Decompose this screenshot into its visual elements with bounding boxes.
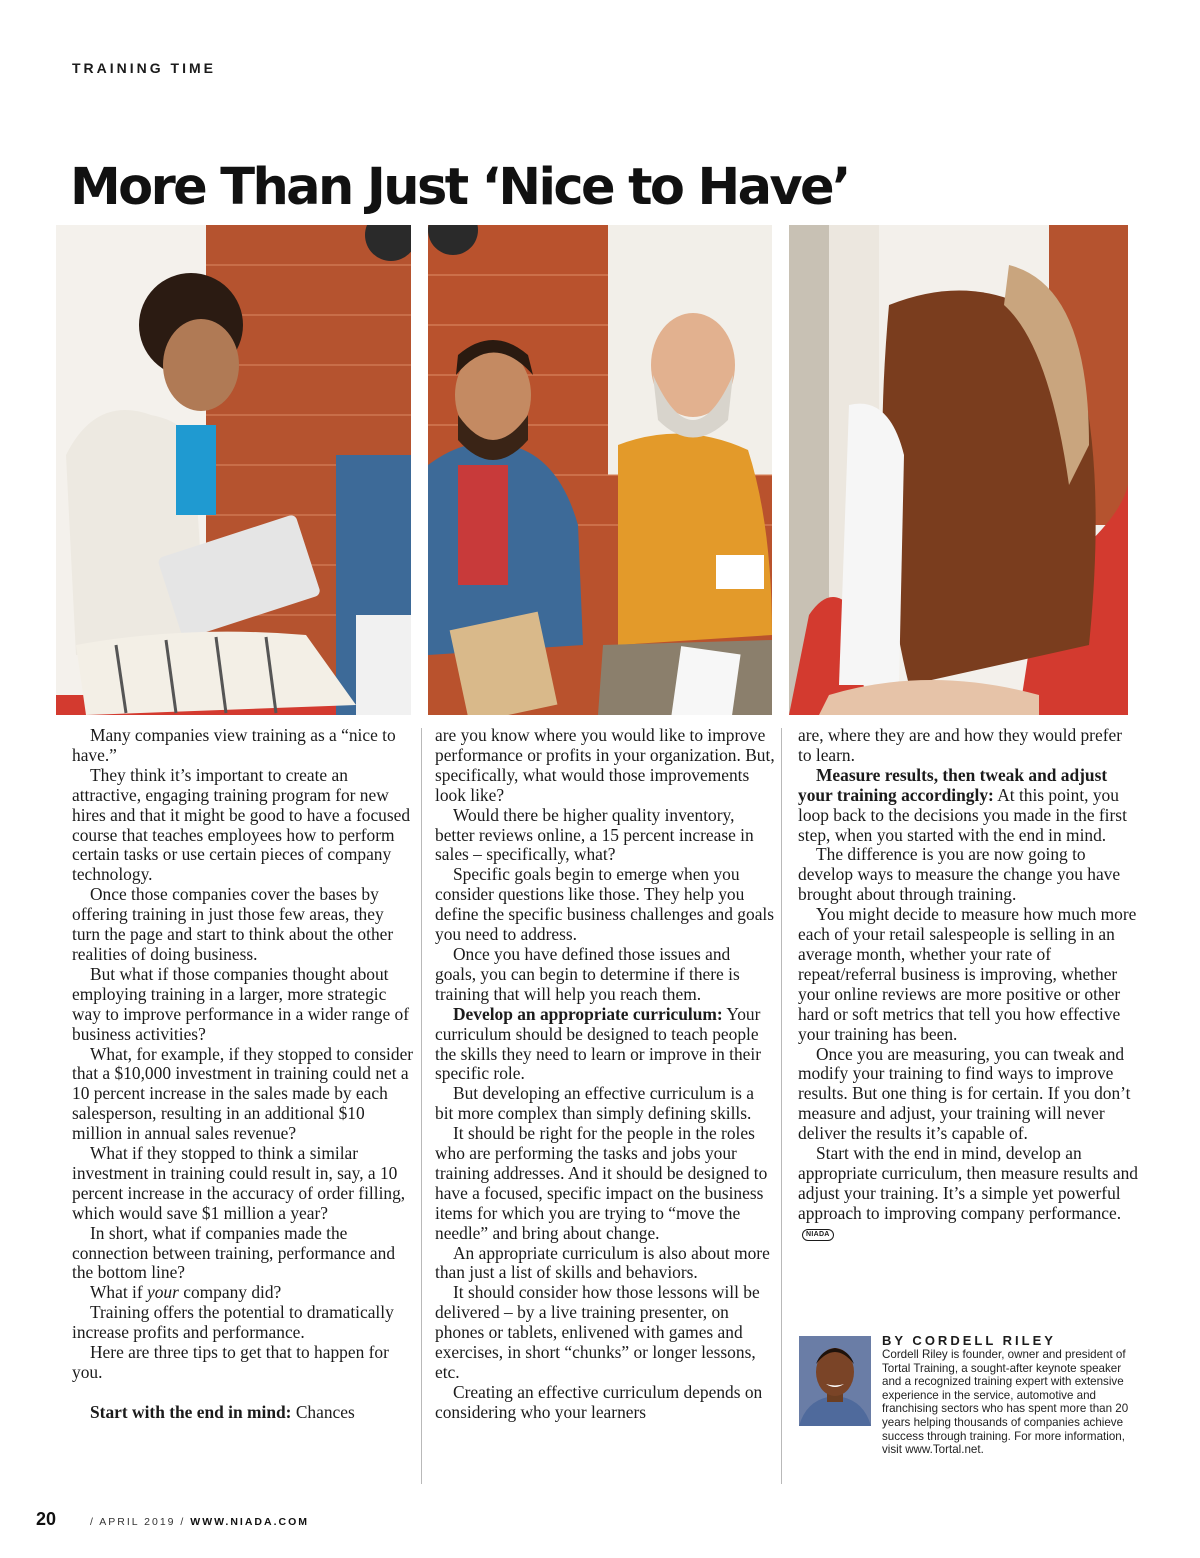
paragraph: Would there be higher quality inventory, better reviews online, a 15 percent increase in sales – specifically, what?	[435, 804, 754, 865]
paragraph: In short, what if companies made the connection between training, performance and the bottom line?	[72, 1222, 396, 1283]
author-photo	[799, 1336, 871, 1426]
photo-panel-right	[789, 225, 1128, 715]
paragraph: An appropriate curriculum is also about more than just a list of skills and behaviors.	[435, 1242, 770, 1283]
paragraph: Training offers the potential to dramatically increase profits and performance.	[72, 1302, 394, 1343]
footer-issue-info	[90, 1516, 309, 1528]
article-column-2	[435, 726, 775, 1486]
paragraph: It should be right for the people in the roles who are performing the tasks and jobs your training addresses. And it should be designed to have a focused, specific impact on the business items for which you are trying to “move the needle” and bring about change.	[435, 1123, 768, 1243]
tip-3-paragraph: Measure results, then tweak and adjust your training accordingly: At this point, you loop back to the decisions you made in the first step, when you started with the end in mind.	[798, 764, 1127, 845]
article-column-1	[72, 726, 416, 1486]
paragraph: Once you are measuring, you can tweak and modify your training to find ways to improve results. But one thing is for certain. If you don’t measure and adjust, your training will never deliver the results it’s capable of.	[798, 1043, 1131, 1144]
paragraph: Here are three tips to get that to happen for you.	[72, 1342, 389, 1382]
paragraph: What, for example, if they stopped to consider that a $10,000 investment in training could net a 10 percent increase in the sales made by each salesperson, resulting in an additional $10 million in annual sales revenue?	[72, 1043, 414, 1144]
paragraph: Once those companies cover the bases by offering training in just those few areas, they turn the page and start to think about the other realities of doing business.	[72, 884, 394, 964]
author-byline: BY CORDELL RILEY	[882, 1333, 1056, 1348]
paragraph: You might decide to measure how much more each of your retail salespeople is selling in an average month, whether your rate of repeat/referral business is improving, whether your online reviews are more positive or other hard or soft metrics that tell you how effective your training has been.	[798, 904, 1137, 1044]
tip-1-paragraph: Start with the end in mind: Chances	[90, 1401, 355, 1422]
paragraph: They think it’s important to create an attractive, engaging training program for new hires and that it might be good to have a focused course that teaches employees how to perform certain tasks or use certain pieces of company technology.	[72, 764, 411, 885]
paragraph: Specific goals begin to emerge when you consider questions like those. They help you define the specific business challenges and goals you need to address.	[435, 864, 775, 945]
closing-paragraph: Start with the end in mind, develop an appropriate curriculum, then measure results and adjust your training. It’s a simple yet powerful approach to improving company performance.NIADA	[798, 1144, 1138, 1244]
tip-1-lead: Start with the end in mind:	[90, 1401, 292, 1422]
paragraph: The difference is you are now going to develop ways to measure the change you have brought about through training.	[798, 844, 1121, 905]
photo-panel-left	[56, 225, 411, 715]
column-divider	[781, 728, 782, 1484]
page-number: 20	[36, 1509, 57, 1529]
paragraph: But what if those companies thought about employing training in a larger, more strategic way to improve performance in a wider range of business activities?	[72, 963, 410, 1044]
paragraph: But developing an effective curriculum is a bit more complex than simply defining skills.	[435, 1083, 755, 1124]
paragraph: It should consider how those lessons will be delivered – by a live training presenter, on phones or tablets, enlivened with games and exercises, in short “chunks” or longer lessons, etc.	[435, 1282, 760, 1382]
article-headline: More Than Just ‘Nice to Have’	[70, 158, 849, 217]
paragraph: Creating an effective curriculum depends on considering who your learners	[435, 1381, 763, 1422]
tip-2-paragraph: Develop an appropriate curriculum: Your curriculum should be designed to teach people the skills they need to learn or improve in their specific role.	[435, 1003, 761, 1084]
tip-2-lead: Develop an appropriate curriculum:	[453, 1003, 723, 1024]
paragraph: What if your company did?	[90, 1282, 282, 1303]
column-divider	[421, 728, 422, 1484]
author-bio: Cordell Riley is founder, owner and president of Tortal Training, a sought-after keynote speaker and a recognized training expert with extensive experience in the service, automotive and franchising sectors who has spent more than 20 years helping thousands of companies achieve success through training. For more information, visit www.Tortal.net.	[882, 1348, 1129, 1457]
section-label: TRAINING TIME	[72, 60, 216, 76]
paragraph: Many companies view training as a “nice to have.”	[72, 725, 396, 765]
page-footer	[36, 1509, 309, 1530]
paragraph: are you know where you would like to improve performance or profits in your organization. But, specifically, what would those improvements look like?	[435, 725, 775, 805]
niada-end-mark-icon: NIADA	[802, 1229, 834, 1241]
paragraph: are, where they are and how they would prefer to learn.	[798, 725, 1122, 765]
footer-issue: / APRIL 2019 /	[90, 1516, 186, 1528]
paragraph: Once you have defined those issues and goals, you can begin to determine if there is training that will help you reach them.	[435, 943, 740, 1004]
photo-panel-center	[428, 225, 772, 715]
footer-url: WWW.NIADA.COM	[190, 1516, 310, 1528]
paragraph: What if they stopped to think a similar investment in training could result in, say, a 10 percent increase in the accuracy of order filling, which would save $1 million a year?	[72, 1143, 406, 1223]
tip-3-lead: Measure results, then tweak and adjust your training accordingly:	[798, 764, 1108, 805]
